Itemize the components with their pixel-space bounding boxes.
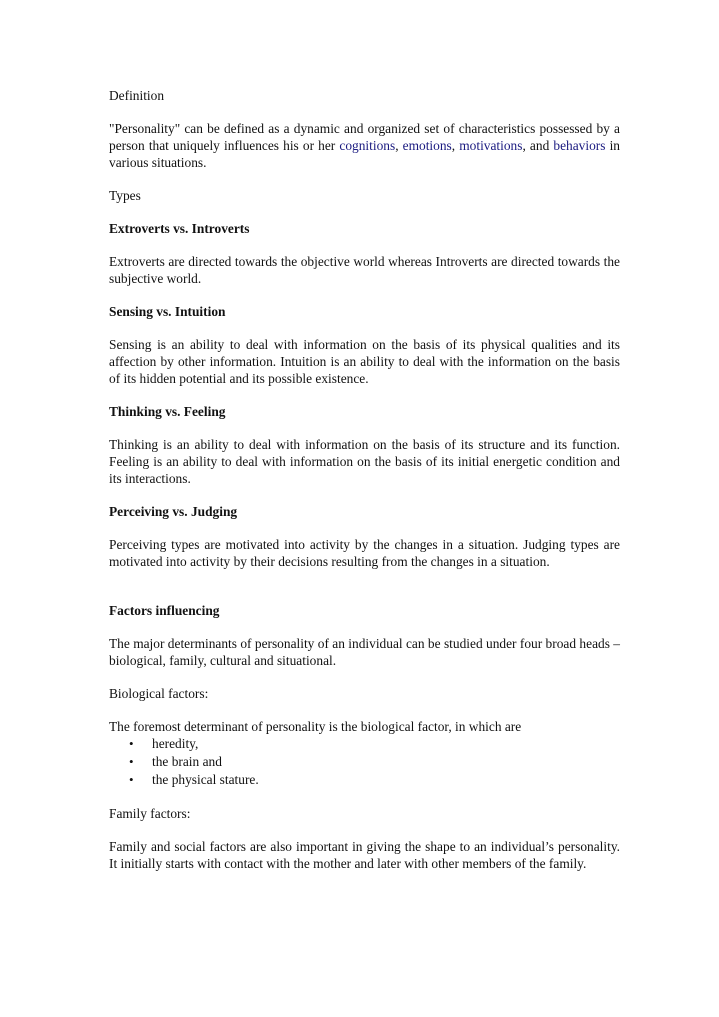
list-item-text: the brain and xyxy=(152,754,222,769)
list-item xyxy=(109,771,620,789)
definition-heading: Definition xyxy=(109,88,165,103)
biological-list xyxy=(109,735,620,789)
bullet-icon: • xyxy=(129,736,134,751)
family-text: Family and social factors are also important in giving the shape to an individual’s personality. It initially starts with contact with the mother and later with other members of the family. xyxy=(109,839,620,871)
definition-tail: in various situations. xyxy=(109,138,620,170)
factors-intro: The major determinants of personality of an individual can be studied under four broad heads – biological, family, cultural and situational. xyxy=(109,636,620,668)
definition-lead: "Personality" can be defined as a dynamic and organized set of characteristics possessed by a person that uniquely influences his or her xyxy=(109,121,620,153)
behaviors-link[interactable]: behaviors xyxy=(553,138,606,153)
type-text-extroverts: Extroverts are directed towards the objective world whereas Introverts are directed towards the subjective world. xyxy=(109,254,620,286)
factors-heading: Factors influencing xyxy=(109,603,220,618)
types-heading: Types xyxy=(109,188,141,203)
type-text-sensing: Sensing is an ability to deal with information on the basis of its physical qualities and its affection by other information. Intuition is an ability to deal with the information on the basis of its hidden potential and its possible existence. xyxy=(109,337,620,386)
document-page xyxy=(109,87,620,872)
type-title-perceiving: Perceiving vs. Judging xyxy=(109,504,238,519)
bullet-icon: • xyxy=(129,772,134,787)
list-item xyxy=(109,753,620,771)
motivations-link[interactable]: motivations xyxy=(459,138,523,153)
definition-paragraph xyxy=(109,120,620,171)
type-title-thinking: Thinking vs. Feeling xyxy=(109,404,226,419)
list-item-text: the physical stature. xyxy=(152,772,259,787)
biological-text: The foremost determinant of personality is the biological factor, in which are xyxy=(109,719,522,734)
type-text-perceiving: Perceiving types are motivated into activity by the changes in a situation. Judging types are motivated into activity by their decisions resulting from the changes in a situation. xyxy=(109,537,620,569)
type-title-extroverts: Extroverts vs. Introverts xyxy=(109,221,250,236)
family-heading: Family factors: xyxy=(109,806,191,821)
definition-sep: , xyxy=(451,138,460,153)
biological-heading: Biological factors: xyxy=(109,686,209,701)
list-item-text: heredity, xyxy=(152,736,199,751)
type-title-sensing: Sensing vs. Intuition xyxy=(109,304,226,319)
definition-sep: , xyxy=(395,138,403,153)
bullet-icon: • xyxy=(129,754,134,769)
type-text-thinking: Thinking is an ability to deal with information on the basis of its structure and its function. Feeling is an ability to deal with information on the basis of its initial energetic condition and its interactions. xyxy=(109,437,620,486)
emotions-link[interactable]: emotions xyxy=(402,138,452,153)
cognitions-link[interactable]: cognitions xyxy=(339,138,396,153)
list-item xyxy=(109,735,620,753)
definition-sep: , and xyxy=(522,138,554,153)
